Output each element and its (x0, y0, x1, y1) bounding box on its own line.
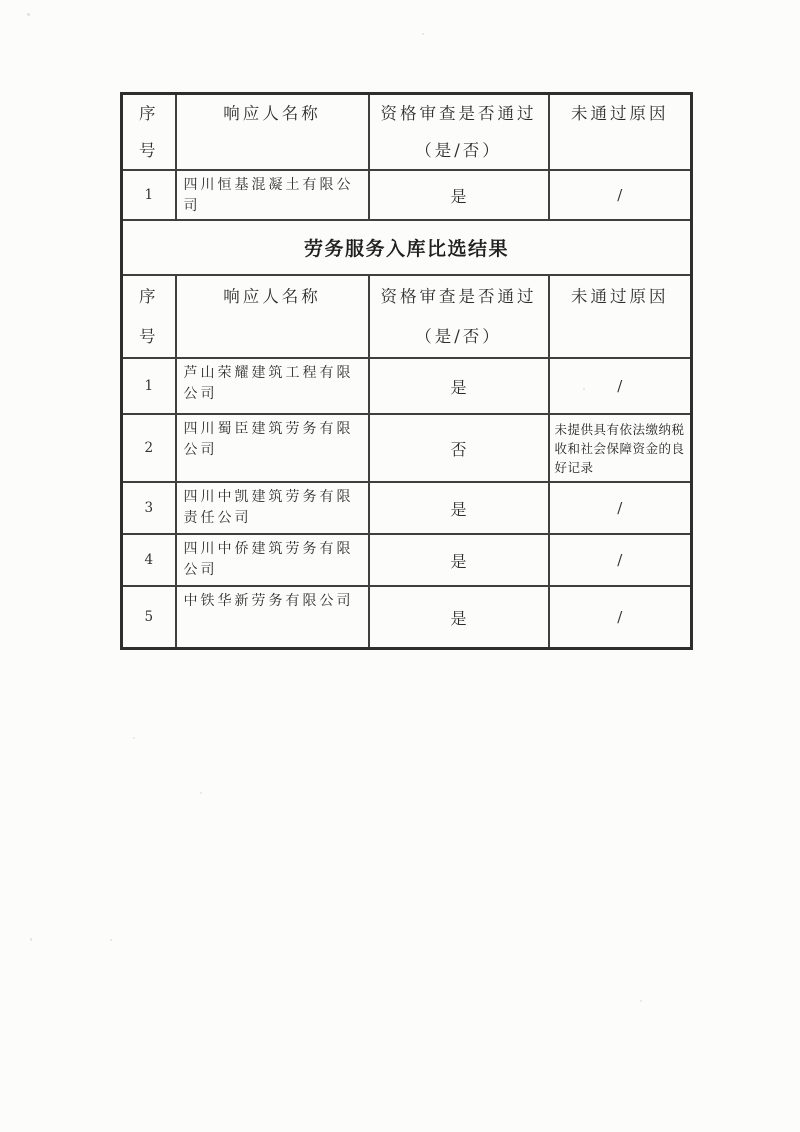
scan-speck (110, 939, 112, 941)
pass-status-cell: 是 (369, 482, 549, 534)
reason-cell: / (549, 586, 692, 649)
company-name-cell: 芦山荣耀建筑工程有限公司 (176, 358, 369, 414)
reason-header-cell (549, 94, 692, 171)
table-row (122, 534, 692, 586)
company-name-cell: 四川恒基混凝土有限公司 (176, 170, 369, 220)
name-header-cell (176, 275, 369, 358)
pass-header-line2: （是/否） (415, 141, 502, 160)
scan-speck (640, 1000, 642, 1002)
pass-header-line2: （是/否） (415, 326, 502, 346)
table-header-row (122, 94, 692, 171)
pass-status-cell: 是 (369, 358, 549, 414)
pass-status-cell: 是 (369, 534, 549, 586)
pass-status-cell: 是 (369, 586, 549, 649)
table-row (122, 482, 692, 534)
scan-speck (422, 33, 424, 35)
pass-status-cell: 否 (369, 414, 549, 482)
table-row (122, 170, 692, 220)
name-header-line1: 响应人名称 (223, 286, 321, 306)
scan-speck (30, 938, 32, 941)
reason-cell: / (549, 170, 692, 220)
table-row (122, 358, 692, 414)
seq-header-cell (122, 275, 176, 358)
reason-header-line1: 未通过原因 (571, 286, 669, 306)
scan-speck (27, 13, 30, 16)
reason-cell: / (549, 358, 692, 414)
row-number-cell: 1 (122, 358, 176, 414)
seq-header-line1: 序 (139, 286, 159, 306)
company-name-cell: 中铁华新劳务有限公司 (176, 586, 369, 649)
name-header-cell (176, 94, 369, 171)
section-title: 劳务服务入库比选结果 (122, 220, 692, 275)
name-header-line1: 响应人名称 (223, 104, 321, 123)
reason-cell: / (549, 482, 692, 534)
reason-cell: 未提供具有依法缴纳税收和社会保障资金的良好记录 (549, 414, 692, 482)
row-number-cell: 4 (122, 534, 176, 586)
row-number-cell: 5 (122, 586, 176, 649)
name-header-line2 (177, 132, 368, 169)
table-row (122, 414, 692, 482)
reason-header-line1: 未通过原因 (571, 104, 669, 123)
scan-speck (200, 792, 202, 794)
comparison-results-table (120, 92, 693, 650)
seq-header-line2: 号 (139, 326, 159, 346)
pass-header-cell (369, 275, 549, 358)
pass-header-cell (369, 94, 549, 171)
name-header-line2 (177, 317, 368, 357)
row-number-cell: 3 (122, 482, 176, 534)
seq-header-line2: 号 (139, 141, 159, 160)
reason-cell: / (549, 534, 692, 586)
scan-speck (133, 737, 135, 739)
company-name-cell: 四川中侨建筑劳务有限公司 (176, 534, 369, 586)
pass-status-cell: 是 (369, 170, 549, 220)
pass-header-line1: 资格审查是否通过 (380, 104, 537, 123)
reason-header-line2 (550, 317, 691, 357)
section-title-row (122, 220, 692, 275)
company-name-cell: 四川中凯建筑劳务有限责任公司 (176, 482, 369, 534)
table-header-row (122, 275, 692, 358)
seq-header-cell (122, 94, 176, 171)
seq-header-line1: 序 (139, 104, 159, 123)
row-number-cell: 1 (122, 170, 176, 220)
pass-header-line1: 资格审查是否通过 (380, 286, 537, 306)
reason-header-line2 (550, 132, 691, 169)
table-row (122, 586, 692, 649)
reason-header-cell (549, 275, 692, 358)
company-name-cell: 四川蜀臣建筑劳务有限公司 (176, 414, 369, 482)
row-number-cell: 2 (122, 414, 176, 482)
